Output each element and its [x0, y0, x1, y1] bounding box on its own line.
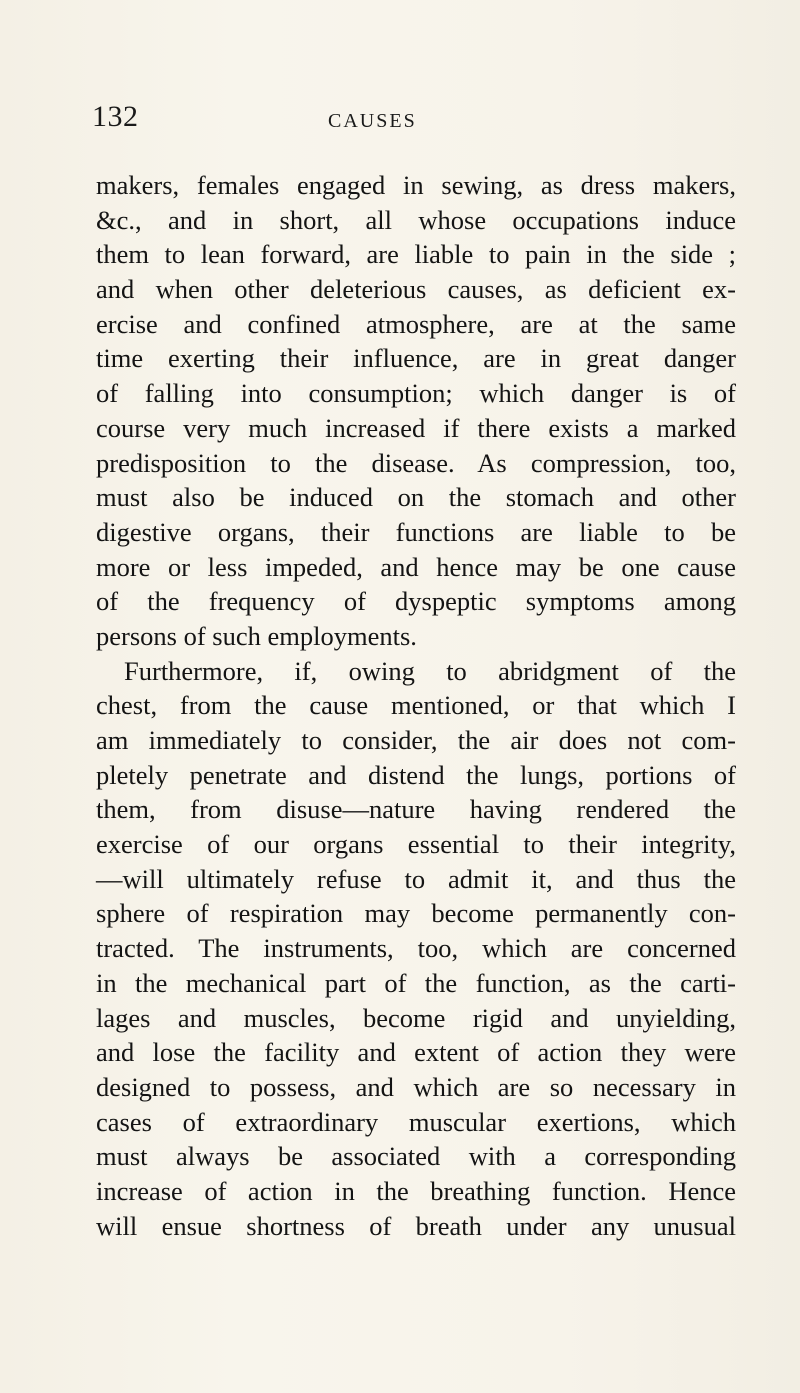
page-header [92, 90, 752, 140]
text-line: designed to possess, and which are so necessary in [96, 1071, 736, 1102]
text-line: must always be associated with a corresponding [96, 1141, 736, 1172]
text-line: tracted. The instruments, too, which are concerned [96, 933, 736, 964]
text-line: digestive organs, their functions are liable to be [96, 516, 736, 547]
text-line: pletely penetrate and distend the lungs, portions of [96, 759, 736, 790]
text-line: them, from disuse—nature having rendered the [96, 794, 736, 825]
paragraph-end-line: persons of such employments. [96, 620, 417, 651]
text-line: time exerting their influence, are in great danger [96, 343, 736, 374]
text-line: sphere of respiration may become permanently con- [96, 898, 736, 929]
text-line: increase of action in the breathing function. Hence [96, 1175, 736, 1206]
body-text [96, 168, 736, 1243]
text-line: and when other deleterious causes, as deficient ex- [96, 274, 736, 305]
text-line: am immediately to consider, the air does not com- [96, 725, 736, 755]
page-number: 132 [92, 100, 139, 133]
text-line: —will ultimately refuse to admit it, and thus the [96, 863, 736, 894]
text-line: must also be induced on the stomach and other [96, 482, 736, 513]
text-line: predisposition to the disease. As compression, too, [96, 447, 736, 478]
text-line: in the mechanical part of the function, as the carti- [96, 967, 736, 998]
text-line: cases of extraordinary muscular exertions, which [96, 1106, 736, 1137]
running-head: CAUSES [328, 110, 417, 132]
text-line: chest, from the cause mentioned, or that which I [96, 690, 736, 721]
text-line: of the frequency of dyspeptic symptoms among [96, 586, 736, 617]
text-line: exercise of our organs essential to their integrity, [96, 829, 736, 860]
text-line: and lose the facility and extent of action they were [96, 1037, 736, 1068]
text-line: them to lean forward, are liable to pain in the side ; [96, 239, 736, 270]
text-line: of falling into consumption; which danger is of [96, 378, 736, 409]
text-line: lages and muscles, become rigid and unyielding, [96, 1002, 736, 1033]
text-line: &c., and in short, all whose occupations induce [96, 204, 736, 235]
text-line: makers, females engaged in sewing, as dress makers, [96, 170, 736, 200]
text-line: course very much increased if there exists a marked [96, 412, 736, 443]
text-line: ercise and confined atmosphere, are at the same [96, 308, 736, 339]
text-line: more or less impeded, and hence may be one cause [96, 551, 736, 582]
paragraph-start-line: Furthermore, if, owing to abridgment of the [124, 655, 736, 686]
text-line: will ensue shortness of breath under any unusual [96, 1210, 736, 1241]
